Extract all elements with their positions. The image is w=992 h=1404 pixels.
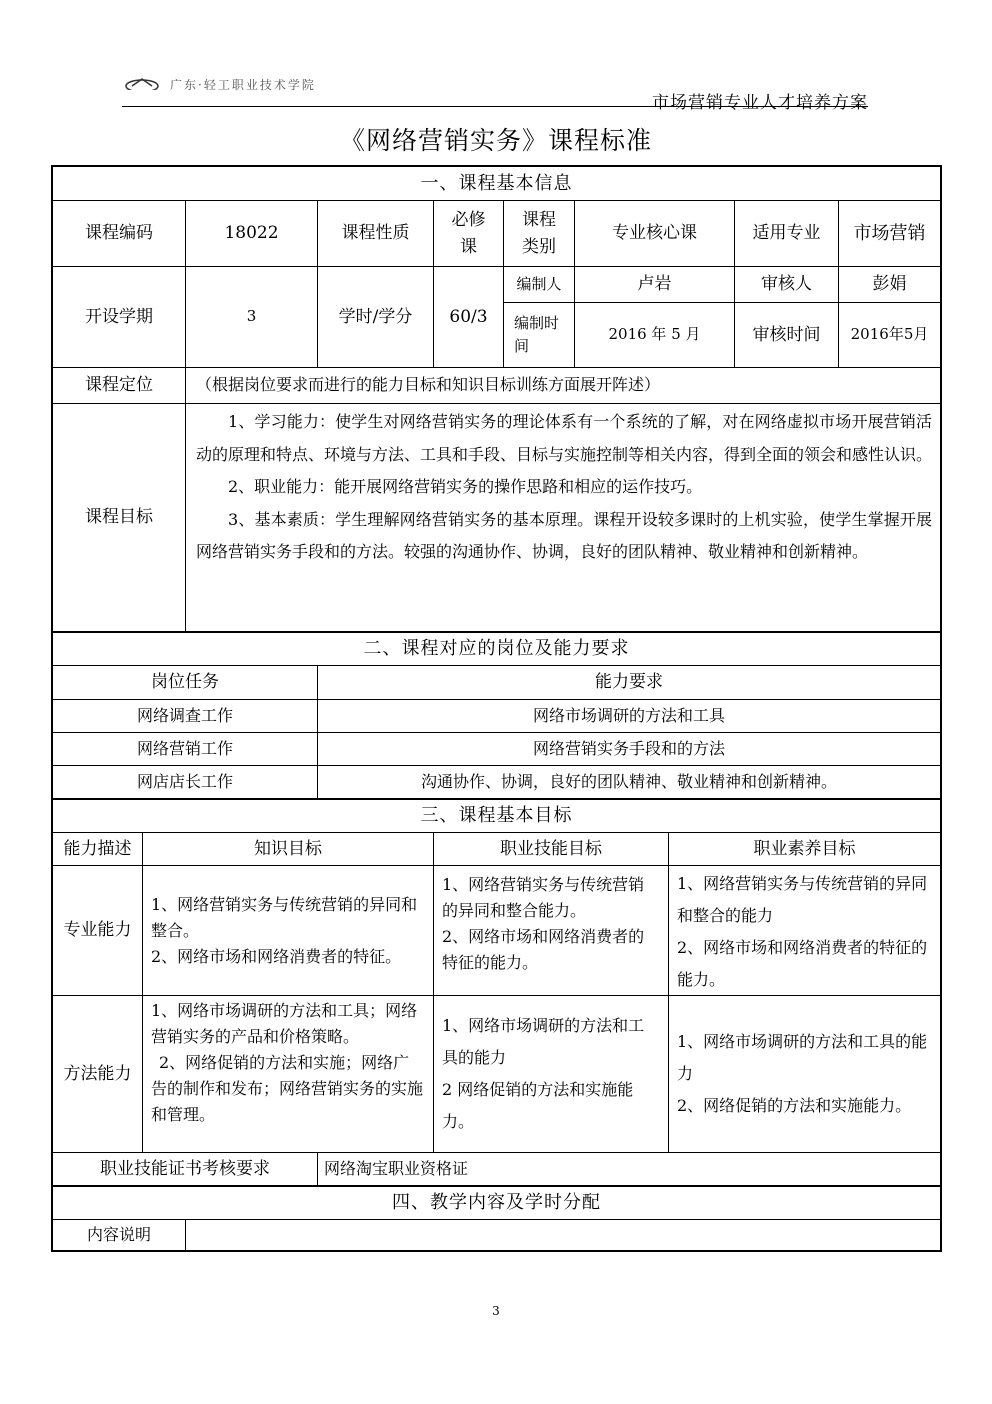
course-type-label: 课程类别: [503, 200, 574, 266]
col-header-quality: 职业素养目标: [668, 832, 942, 865]
term-value: 3: [185, 266, 317, 367]
hours-value: 60/3: [433, 266, 503, 367]
knowledge-item: 1、网络营销实务与传统营销的异同和整合。: [151, 895, 418, 940]
header-rule: [122, 106, 868, 107]
pro-ability-label: 专业能力: [51, 865, 142, 995]
position-label: 课程定位: [51, 367, 185, 403]
goal-item: 2、职业能力：能开展网络营销实务的操作思路和相应的运作技巧。: [228, 477, 703, 496]
method-knowledge-cell: [142, 995, 433, 1152]
goal-item: 3、基本素质：学生理解网络营销实务的基本原理。课程开设较多课时的上机实验，使学生掌握开展网络营销实务手段和的方法。较强的沟通协作、协调，良好的团队精神、敬业精神和创新精神。: [196, 509, 932, 561]
requirement-cell: 沟通协作、协调，良好的团队精神、敬业精神和创新精神。: [317, 765, 942, 798]
col-header-ability: 能力描述: [51, 832, 142, 865]
goal-item: 1、学习能力：使学生对网络营销实务的理论体系有一个系统的了解，对在网络虚拟市场开展营销活动的原理和特点、环境与方法、工具和手段、目标与实施控制等相关内容，得到全面的领会和感性认识。: [196, 412, 933, 464]
term-label: 开设学期: [51, 266, 185, 367]
section-heading-positions: 二、课程对应的岗位及能力要求: [51, 631, 942, 665]
col-header-requirement: 能力要求: [317, 665, 942, 699]
course-standard-table: [51, 165, 942, 1252]
author-label: 编制人: [503, 266, 574, 302]
col-header-task: 岗位任务: [51, 665, 317, 699]
author-value: 卢岩: [574, 266, 734, 302]
col-header-skill: 职业技能目标: [433, 832, 668, 865]
requirement-cell: 网络营销实务手段和的方法: [317, 732, 942, 765]
quality-item: 1、网络营销实务与传统营销的异同和整合的能力: [677, 874, 928, 925]
date-value: 2016 年 5 月: [574, 302, 734, 367]
content-value: [185, 1219, 942, 1252]
cert-value: 网络淘宝职业资格证: [317, 1152, 942, 1185]
course-code-value: 18022: [185, 200, 317, 266]
skill-item: 2 网络促销的方法和实施能力。: [442, 1080, 634, 1131]
quality-item: 1、网络市场调研的方法和工具的能力: [677, 1032, 928, 1083]
content-label: 内容说明: [51, 1219, 185, 1252]
major-value: 市场营销: [838, 200, 942, 266]
hours-label: 学时/学分: [317, 266, 433, 367]
method-skill-cell: [433, 995, 668, 1152]
section-heading-basic-info: 一、课程基本信息: [51, 165, 942, 200]
method-quality-cell: [668, 995, 942, 1152]
quality-item: 2、网络市场和网络消费者的特征的能力。: [677, 938, 928, 989]
course-type-value: 专业核心课: [574, 200, 734, 266]
task-cell: 网络调查工作: [51, 699, 317, 732]
reviewer-label: 审核人: [734, 266, 838, 302]
course-nature-value: 必修课: [433, 200, 503, 266]
pro-quality-cell: [668, 865, 942, 995]
review-date-label: 审核时间: [734, 302, 838, 367]
course-code-label: 课程编码: [51, 200, 185, 266]
reviewer-value: 彭娟: [838, 266, 942, 302]
knowledge-item: 2、网络市场和网络消费者的特征。: [151, 947, 402, 966]
school-logo-icon: [122, 76, 162, 90]
knowledge-item: 1、网络市场调研的方法和工具；网络营销实务的产品和价格策略。: [151, 1001, 418, 1046]
method-ability-label: 方法能力: [51, 995, 142, 1152]
major-label: 适用专业: [734, 200, 838, 266]
task-cell: 网店店长工作: [51, 765, 317, 798]
document-title: 市场营销专业人才培养方案: [652, 93, 868, 113]
task-cell: 网络营销工作: [51, 732, 317, 765]
section-heading-objectives: 三、课程基本目标: [51, 798, 942, 832]
school-name: 广东·轻工职业技术学院: [170, 78, 316, 92]
skill-item: 1、网络市场调研的方法和工具的能力: [442, 1016, 645, 1067]
goal-content: [185, 403, 942, 631]
position-value: （根据岗位要求而进行的能力目标和知识目标训练方面展开阵述）: [185, 367, 942, 403]
pro-skill-cell: [433, 865, 668, 995]
section-heading-content: 四、教学内容及学时分配: [51, 1185, 942, 1219]
col-header-knowledge: 知识目标: [142, 832, 433, 865]
page-number: 3: [492, 1304, 500, 1318]
quality-item: 2、网络促销的方法和实施能力。: [677, 1096, 912, 1115]
page-header: [122, 72, 868, 113]
knowledge-item: 2、网络促销的方法和实施；网络广告的制作和发布；网络营销实务的实施和管理。: [151, 1053, 424, 1124]
page-title: 《网络营销实务》课程标准: [339, 126, 652, 155]
goal-label: 课程目标: [51, 403, 185, 631]
course-nature-label: 课程性质: [317, 200, 433, 266]
skill-item: 2、网络市场和网络消费者的特征的能力。: [442, 927, 645, 972]
review-date-value: 2016年5月: [838, 302, 942, 367]
requirement-cell: 网络市场调研的方法和工具: [317, 699, 942, 732]
pro-knowledge-cell: [142, 865, 433, 995]
skill-item: 1、网络营销实务与传统营销的异同和整合能力。: [442, 875, 645, 920]
cert-label: 职业技能证书考核要求: [51, 1152, 317, 1185]
date-label: 编制时间: [503, 302, 574, 367]
